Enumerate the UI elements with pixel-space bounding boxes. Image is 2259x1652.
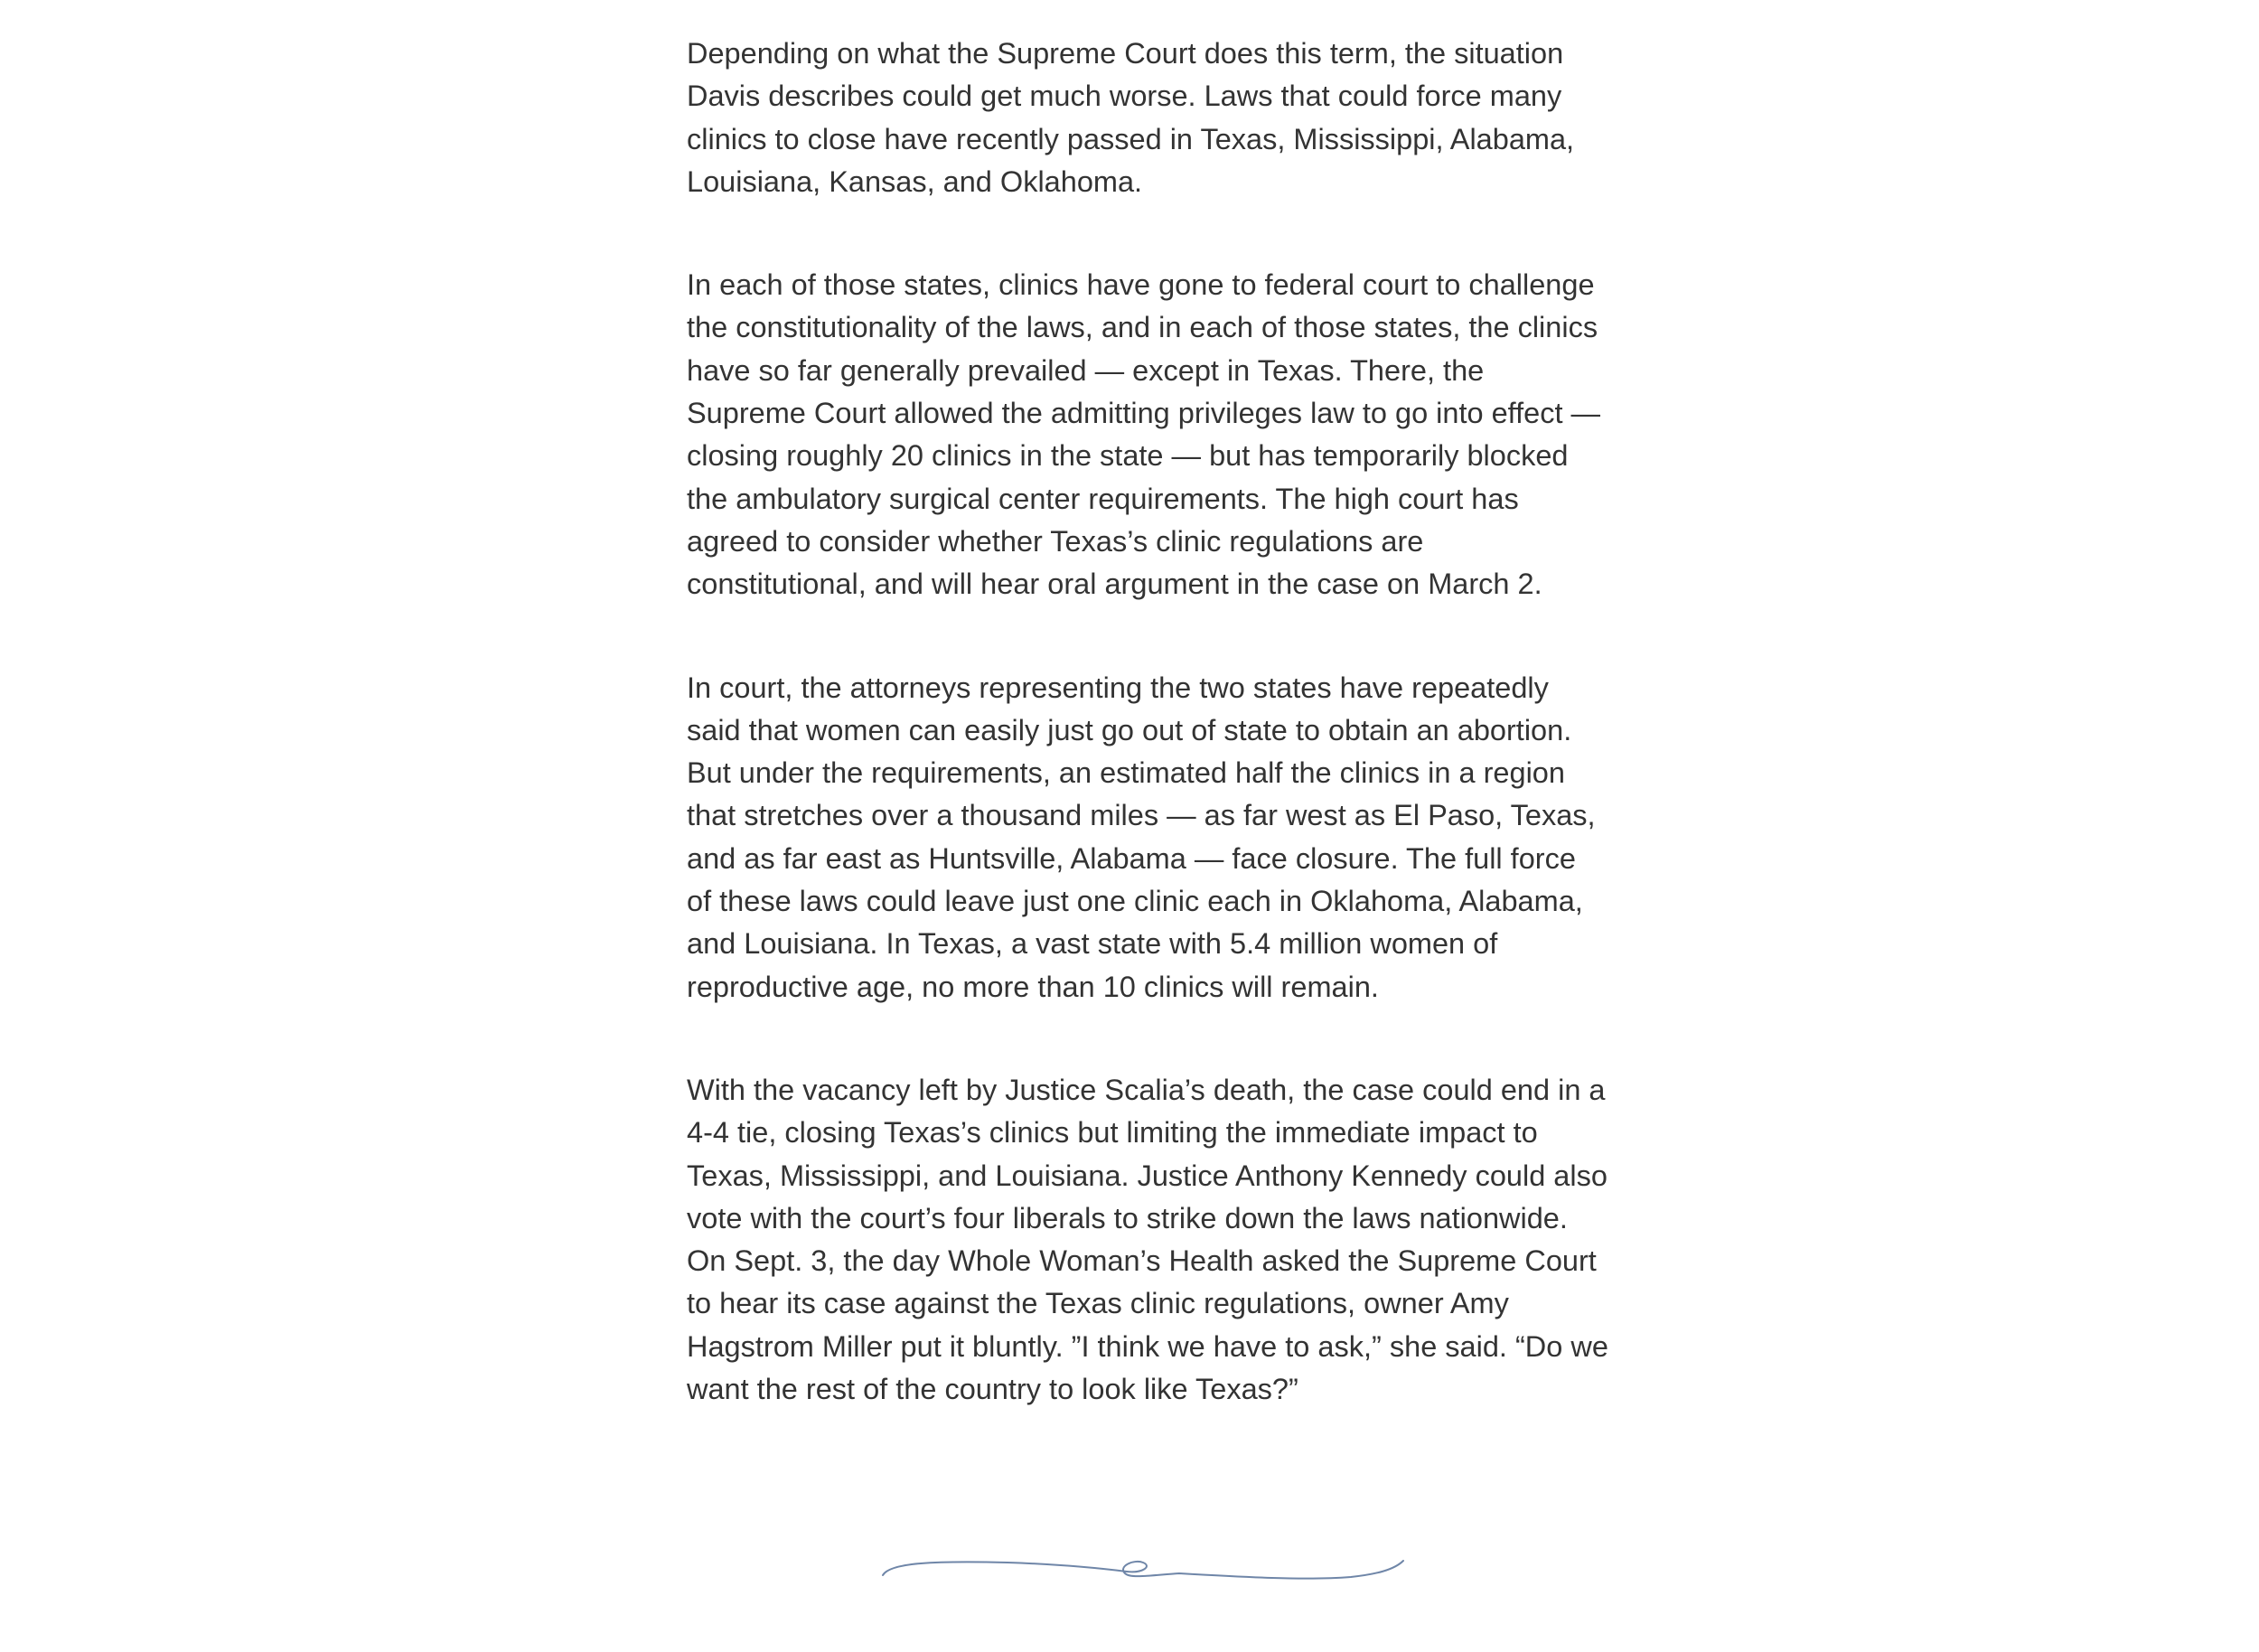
article-paragraph-2: In each of those states, clinics have gone to federal court to challenge the constitutionality of the laws, and in each of those states, the clinics have so far generally prevailed — except in Texas. There, the Supreme Court allowed the admitting privileges law to go into effect — closing roughly 20 clinics in the state — but has temporarily blocked the ambulatory surgical center requirements. The high court has agreed to consider whether Texas’s clinic regulations are constitutional, and will hear oral argument in the case on March 2. xyxy=(687,268,1601,601)
article-paragraph-1: Depending on what the Supreme Court does this term, the situation Davis describes could get much worse. Laws that could force many clinics to close have recently passed in Texas, Mississippi, Alabama, Louisiana, Kansas, and Oklahoma. xyxy=(687,37,1575,198)
article-paragraph-3: In court, the attorneys representing the two states have repeatedly said that women can easily just go out of state to obtain an abortion. But under the requirements, an estimated half the clinics in a region that stretches over a thousand miles — as far west as El Paso, Texas, and as far east as Huntsville, Alabama — face closure. The full force of these laws could leave just one clinic each in Oklahoma, Alabama, and Louisiana. In Texas, a vast state with 5.4 million women of reproductive age, no more than 10 clinics will remain. xyxy=(687,671,1596,1003)
flourish-divider-icon xyxy=(881,1550,1405,1586)
article-body xyxy=(687,33,1608,1471)
article-paragraph-4: With the vacancy left by Justice Scalia’s death, the case could end in a 4-4 tie, closing Texas’s clinics but limiting the immediate impact to Texas, Mississippi, and Louisiana. Justice Anthony Kennedy could also vote with the court’s four liberals to strike down the laws nationwide. On Sept. 3, the day Whole Woman’s Health asked the Supreme Court to hear its case against the Texas clinic regulations, owner Amy Hagstrom Miller put it bluntly. ”I think we have to ask,” she said. “Do we want the rest of the country to look like Texas?” xyxy=(687,1073,1608,1406)
